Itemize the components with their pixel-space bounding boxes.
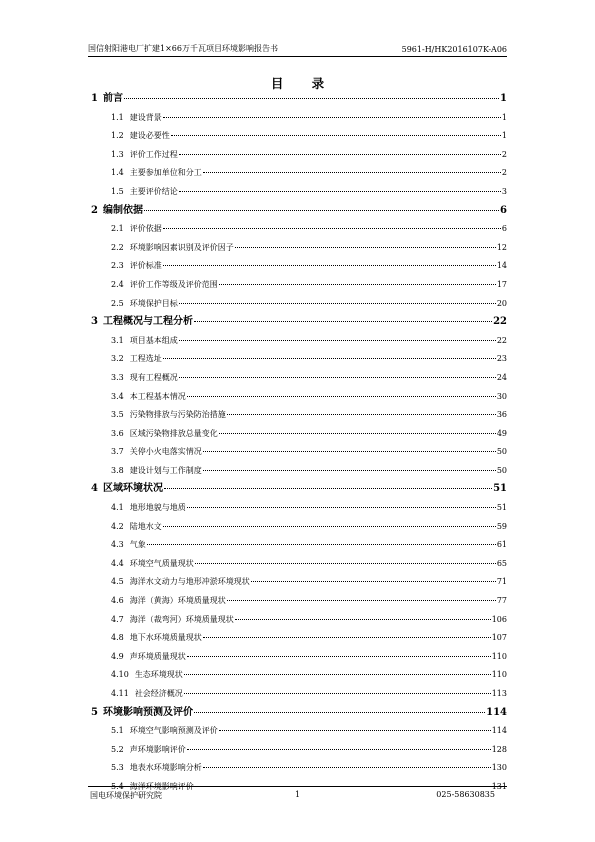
toc-title: 目 录 (270, 76, 337, 91)
toc-dot-leader (144, 210, 499, 211)
toc-dot-leader (163, 265, 496, 266)
toc-chapter-entry[interactable] (88, 90, 507, 109)
toc-dot-leader (164, 488, 492, 489)
toc-section-entry[interactable] (88, 406, 507, 425)
toc-entry-number: 4 (91, 483, 98, 495)
toc-entry-page: 110 (491, 670, 507, 680)
toc-entry-page: 12 (496, 242, 507, 252)
toc-entry-page: 6 (501, 224, 507, 234)
toc-dot-leader (235, 247, 496, 248)
table-of-contents (88, 90, 507, 797)
footer-rule (88, 786, 507, 787)
toc-entry-title: 地下水环境质量现状 (129, 633, 202, 643)
toc-dot-leader (203, 637, 491, 638)
toc-dot-leader (194, 712, 485, 713)
toc-entry-page: 106 (491, 614, 507, 624)
toc-entry-page: 1 (501, 112, 507, 122)
toc-entry-number: 3 (91, 316, 98, 328)
toc-entry-page: 20 (496, 298, 507, 308)
toc-entry-title: 编制依据 (102, 204, 143, 216)
toc-section-entry[interactable] (88, 146, 507, 165)
toc-entry-page: 130 (491, 763, 507, 773)
toc-entry-number: 4.10 (111, 670, 129, 680)
toc-entry-number: 3.1 (111, 335, 124, 345)
toc-section-entry[interactable] (88, 518, 507, 537)
toc-section-entry[interactable] (88, 164, 507, 183)
toc-dot-leader (124, 98, 499, 99)
toc-dot-leader (219, 433, 496, 434)
toc-entry-page: 128 (491, 744, 507, 754)
toc-entry-number: 1.5 (111, 186, 124, 196)
toc-entry-title: 建设背景 (129, 112, 162, 122)
toc-entry-number: 2.4 (111, 279, 124, 289)
footer-page-number: 1 (294, 790, 301, 799)
toc-entry-number: 3.6 (111, 428, 124, 438)
toc-dot-leader (187, 396, 496, 397)
toc-dot-leader (163, 117, 501, 118)
toc-dot-leader (227, 414, 496, 415)
toc-entry-title: 区域污染物排放总量变化 (129, 428, 218, 438)
header-report-title: 国信射阳港电厂扩建1×66万千瓦项目环境影响报告书 (88, 44, 278, 53)
toc-dot-leader (251, 581, 496, 582)
toc-entry-title: 主要参加单位和分工 (129, 168, 202, 178)
toc-entry-page: 51 (496, 503, 507, 513)
toc-entry-number: 3.4 (111, 391, 124, 401)
toc-entry-page: 6 (500, 204, 507, 216)
toc-entry-title: 环境影响预测及评价 (102, 706, 193, 718)
toc-entry-title: 现有工程概况 (129, 372, 178, 382)
toc-entry-title: 环境影响因素识别及评价因子 (129, 242, 234, 252)
toc-entry-title: 前言 (102, 93, 123, 104)
toc-entry-title: 海洋环境影响评价 (129, 781, 194, 791)
toc-dot-leader (219, 730, 491, 731)
toc-entry-number: 5.1 (111, 726, 124, 736)
toc-dot-leader (203, 767, 491, 768)
toc-entry-page: 50 (496, 447, 507, 457)
toc-entry-title: 关停小火电落实情况 (129, 447, 202, 457)
toc-section-entry[interactable] (88, 127, 507, 146)
toc-entry-number: 2 (91, 204, 98, 216)
toc-dot-leader (184, 674, 491, 675)
toc-section-entry[interactable] (88, 611, 507, 630)
toc-dot-leader (194, 321, 492, 322)
toc-entry-page: 110 (491, 651, 507, 661)
toc-section-entry[interactable] (88, 592, 507, 611)
toc-section-entry[interactable] (88, 388, 507, 407)
page-footer (88, 790, 507, 802)
toc-entry-title: 主要评价结论 (129, 186, 178, 196)
toc-entry-number: 3.3 (111, 372, 124, 382)
toc-dot-leader (163, 358, 496, 359)
toc-entry-number: 4.9 (111, 651, 124, 661)
toc-entry-page: 49 (496, 428, 507, 438)
toc-dot-leader (179, 154, 501, 155)
toc-entry-page: 14 (496, 261, 507, 271)
toc-section-entry[interactable] (88, 648, 507, 667)
toc-entry-title: 声环境影响评价 (129, 744, 186, 754)
toc-entry-number: 4.7 (111, 614, 124, 624)
toc-entry-number: 2.3 (111, 261, 124, 271)
toc-entry-title: 环境空气质量现状 (129, 558, 194, 568)
toc-entry-title: 陆地水文 (129, 521, 162, 531)
footer-institute: 国电环境保护研究院 (90, 791, 162, 800)
toc-section-entry[interactable] (88, 183, 507, 202)
toc-entry-page: 3 (501, 186, 507, 196)
toc-entry-title: 项目基本组成 (129, 335, 178, 345)
toc-section-entry[interactable] (88, 109, 507, 128)
toc-entry-number: 2.2 (111, 242, 124, 252)
toc-entry-title: 评价依据 (129, 224, 162, 234)
toc-entry-number: 2.1 (111, 224, 124, 234)
toc-entry-page: 131 (491, 781, 507, 791)
toc-entry-page: 1 (500, 93, 507, 104)
toc-section-entry[interactable] (88, 332, 507, 351)
toc-entry-title: 环境空气影响预测及评价 (129, 726, 218, 736)
toc-entry-page: 114 (491, 726, 507, 736)
toc-section-entry[interactable] (88, 369, 507, 388)
toc-dot-leader (147, 544, 496, 545)
toc-entry-title: 工程概况与工程分析 (102, 316, 193, 328)
toc-entry-number: 4.5 (111, 577, 124, 587)
toc-section-entry[interactable] (88, 425, 507, 444)
toc-dot-leader (235, 619, 491, 620)
toc-dot-leader (171, 135, 501, 136)
toc-dot-leader (187, 507, 496, 508)
footer-phone: 025-58630835 (436, 790, 495, 799)
toc-entry-number: 5 (91, 706, 98, 718)
toc-entry-number: 3.7 (111, 447, 124, 457)
toc-entry-title: 声环境质量现状 (129, 651, 186, 661)
toc-entry-page: 36 (496, 410, 507, 420)
toc-entry-page: 113 (491, 689, 507, 698)
toc-section-entry[interactable] (88, 443, 507, 462)
toc-section-entry[interactable] (88, 666, 507, 685)
toc-section-entry[interactable] (88, 350, 507, 369)
toc-entry-title: 建设必要性 (129, 131, 170, 141)
toc-entry-number: 3.5 (111, 410, 124, 420)
toc-entry-title: 污染物排放与污染防治措施 (129, 410, 226, 420)
toc-entry-title: 社会经济概况 (134, 689, 183, 698)
toc-entry-title: 海洋（黄海）环境质量现状 (129, 596, 226, 606)
toc-dot-leader (227, 600, 496, 601)
toc-dot-leader (184, 693, 491, 694)
toc-dot-leader (187, 656, 491, 657)
toc-entry-page: 107 (491, 633, 507, 643)
toc-entry-number: 1.4 (111, 168, 124, 178)
header-document-code: 5961-H/HK2016107K-A06 (401, 45, 507, 54)
toc-dot-leader (179, 377, 496, 378)
toc-section-entry[interactable] (88, 685, 507, 704)
toc-entry-page: 50 (496, 465, 507, 475)
toc-entry-title: 工程选址 (129, 354, 162, 364)
toc-dot-leader (179, 340, 496, 341)
toc-dot-leader (163, 526, 496, 527)
toc-entry-title: 地形地貌与地质 (129, 503, 186, 513)
toc-dot-leader (203, 470, 496, 471)
toc-entry-title: 评价工作等级及评价范围 (129, 279, 218, 289)
toc-entry-page: 71 (496, 577, 507, 587)
toc-entry-number: 3.2 (111, 354, 124, 364)
toc-section-entry[interactable] (88, 462, 507, 481)
toc-entry-number: 4.8 (111, 633, 124, 643)
toc-entry-page: 17 (496, 279, 507, 289)
toc-entry-page: 77 (496, 596, 507, 606)
toc-entry-number: 4.3 (111, 540, 124, 550)
toc-entry-title: 建设计划与工作制度 (129, 465, 202, 475)
toc-dot-leader (179, 191, 501, 192)
toc-section-entry[interactable] (88, 555, 507, 574)
toc-entry-number: 2.5 (111, 298, 124, 308)
toc-dot-leader (179, 303, 496, 304)
toc-entry-title: 评价工作过程 (129, 149, 178, 159)
toc-section-entry[interactable] (88, 499, 507, 518)
toc-entry-title: 生态环境现状 (134, 670, 183, 680)
toc-entry-page: 61 (496, 540, 507, 550)
toc-chapter-entry[interactable] (88, 313, 507, 332)
toc-entry-number: 4.1 (111, 503, 124, 513)
toc-entry-number: 4.4 (111, 558, 124, 568)
toc-entry-page: 24 (496, 372, 507, 382)
toc-section-entry[interactable] (88, 722, 507, 741)
toc-entry-page: 30 (496, 391, 507, 401)
toc-entry-page: 22 (496, 335, 507, 345)
toc-section-entry[interactable] (88, 239, 507, 258)
toc-section-entry[interactable] (88, 759, 507, 778)
toc-entry-number: 5.4 (111, 781, 124, 791)
toc-entry-page: 1 (501, 131, 507, 141)
toc-entry-number: 5.2 (111, 744, 124, 754)
toc-dot-leader (163, 228, 501, 229)
toc-entry-number: 3.8 (111, 465, 124, 475)
toc-section-entry[interactable] (88, 536, 507, 555)
page-header (88, 40, 507, 54)
toc-entry-number: 4.6 (111, 596, 124, 606)
toc-entry-page: 51 (493, 483, 507, 495)
toc-entry-page: 22 (493, 316, 507, 328)
toc-entry-page: 65 (496, 558, 507, 568)
toc-entry-number: 4.2 (111, 521, 124, 531)
toc-entry-number: 1.1 (111, 112, 124, 122)
toc-section-entry[interactable] (88, 295, 507, 314)
toc-dot-leader (203, 172, 501, 173)
toc-entry-title: 评价标准 (129, 261, 162, 271)
toc-entry-number: 1 (91, 93, 98, 104)
toc-section-entry[interactable] (88, 276, 507, 295)
toc-entry-page: 114 (486, 706, 507, 718)
toc-dot-leader (195, 563, 496, 564)
toc-section-entry[interactable] (88, 629, 507, 648)
toc-entry-page: 59 (496, 521, 507, 531)
toc-section-entry[interactable] (88, 220, 507, 239)
toc-chapter-entry[interactable] (88, 704, 507, 723)
toc-entry-title: 气象 (129, 540, 146, 550)
toc-entry-title: 海洋（裁弯河）环境质量现状 (129, 614, 234, 624)
toc-entry-number: 1.2 (111, 131, 124, 141)
toc-entry-title: 地表水环境影响分析 (129, 763, 202, 773)
toc-entry-title: 本工程基本情况 (129, 391, 186, 401)
toc-dot-leader (187, 749, 491, 750)
toc-entry-page: 2 (501, 149, 507, 159)
toc-entry-title: 区域环境状况 (102, 483, 163, 495)
header-rule (88, 56, 507, 57)
toc-dot-leader (203, 451, 496, 452)
toc-section-entry[interactable] (88, 257, 507, 276)
toc-chapter-entry[interactable] (88, 202, 507, 221)
toc-dot-leader (219, 284, 496, 285)
toc-entry-page: 23 (496, 354, 507, 364)
toc-section-entry[interactable] (88, 573, 507, 592)
toc-entry-title: 环境保护目标 (129, 298, 178, 308)
toc-entry-number: 4.11 (111, 689, 129, 698)
toc-chapter-entry[interactable] (88, 480, 507, 499)
toc-entry-number: 1.3 (111, 149, 124, 159)
toc-entry-number: 5.3 (111, 763, 124, 773)
toc-entry-page: 2 (501, 168, 507, 178)
toc-entry-title: 海洋水文动力与地形冲淤环境现状 (129, 577, 250, 587)
toc-section-entry[interactable] (88, 741, 507, 760)
